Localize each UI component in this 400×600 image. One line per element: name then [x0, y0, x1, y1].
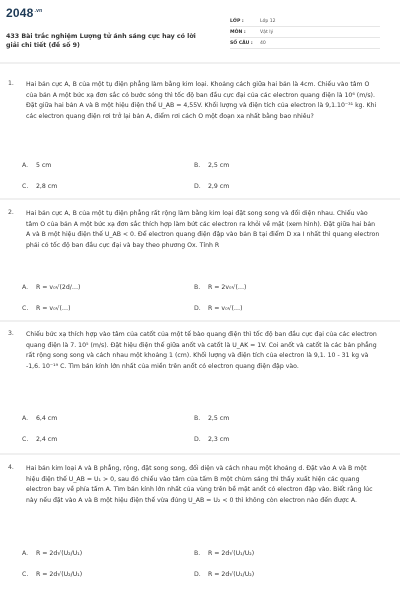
logo-text: 2048 [6, 6, 34, 20]
option-text: 2,4 cm [36, 436, 58, 443]
option-c[interactable] [22, 436, 162, 443]
option-c[interactable] [22, 305, 162, 312]
question-4-options [22, 550, 362, 580]
meta-key: LỚP : [230, 18, 244, 24]
option-text: 2,9 cm [208, 183, 230, 190]
question-number: 1. [8, 80, 14, 87]
question-2-options [22, 284, 362, 314]
option-b[interactable] [194, 284, 334, 291]
option-label: C. [22, 571, 29, 578]
option-text: R = 2d√(U₂/U₁) [36, 571, 83, 578]
option-a[interactable] [22, 550, 162, 557]
meta-key: SỐ CÂU : [230, 40, 253, 46]
option-label: C. [22, 183, 29, 190]
option-c[interactable] [22, 571, 162, 578]
meta-key: MÔN : [230, 29, 246, 35]
option-text: R = 2v₀√(…) [208, 284, 247, 291]
meta-row-count [230, 38, 380, 49]
option-b[interactable] [194, 550, 334, 557]
option-b[interactable] [194, 162, 334, 169]
option-text: R = 2d√(U₁/U₂) [208, 550, 255, 557]
document-title: 433 Bài trắc nghiệm Lượng tử ánh sáng cực hay có lời giải chi tiết (đề số 9) [6, 33, 196, 49]
option-label: C. [22, 436, 29, 443]
option-a[interactable] [22, 415, 162, 422]
option-text: R = 2d√(U₁/U₂) [208, 571, 255, 578]
option-a[interactable] [22, 284, 162, 291]
option-d[interactable] [194, 436, 334, 443]
document-header [6, 6, 394, 60]
site-logo[interactable] [6, 6, 42, 20]
option-label: D. [194, 436, 201, 443]
option-a[interactable] [22, 162, 162, 169]
question-stem: Hai bản cực A, B của một tụ điện phẳng làm bằng kim loại. Khoảng cách giữa hai bản là 4cm. Chiếu vào tâm O của bản A một bức xạ đơn sắc có bước sóng thì tốc độ ban đầu cực đại của các electron quang điện là 10⁶ (m/s). Đặt giữa hai bản A và B một hiệu điện thế U_AB = 4,55V. Khối lượng và điện tích của electron là 9,1.10⁻³¹ kg. Khi các electron quang điện rơi trở lại bản A, điểm rơi cách O một đoạn xa nhất bằng bao nhiêu? [26, 81, 377, 120]
question-divider [0, 320, 400, 322]
option-label: A. [22, 284, 29, 291]
option-label: A. [22, 162, 29, 169]
question-1 [8, 80, 380, 122]
document-meta [230, 16, 380, 49]
question-stem: Hai bản kim loại A và B phẳng, rộng, đặt song song, đối diện và cách nhau một khoảng d. Đặt vào A và B một hiệu điện thế U_AB = U₁ > 0, sau đó chiếu vào tâm của tấm B một chùm sáng thì thấy xuất hiện các quang electron bay về phía tấm A. Tìm bán kính lớn nhất của vùng trên bề mặt anốt có electron đập vào. Biết rằng lúc này nếu đặt vào A và B một hiệu điện thế vừa đúng U_AB = U₂ < 0 thì không còn electron nào đến được A. [26, 465, 373, 504]
option-label: A. [22, 550, 29, 557]
option-label: D. [194, 571, 201, 578]
option-text: 2,3 cm [208, 436, 230, 443]
option-text: 6,4 cm [36, 415, 58, 422]
question-divider [0, 198, 400, 200]
logo-suffix: .vn [34, 8, 43, 14]
option-text: R = v₀√(…) [36, 305, 71, 312]
question-number: 4. [8, 464, 14, 471]
option-label: D. [194, 305, 201, 312]
option-label: B. [194, 415, 201, 422]
option-label: C. [22, 305, 29, 312]
option-label: B. [194, 162, 201, 169]
option-label: D. [194, 183, 201, 190]
question-1-options [22, 162, 362, 192]
question-stem: Chiếu bức xạ thích hợp vào tâm của catốt của một tế bào quang điện thì tốc độ ban đầu cực đại của các electron quang điện là 7. 10⁵ (m/s). Đặt hiệu điện thế giữa anốt và catốt là U_AK = 1V. Coi anốt và catốt là các bản phẳng rất rộng song song và cách nhau một khoảng 1 (cm). Khối lượng và điện tích của electron là 9,1. 10 - 31 kg và -1,6. 10⁻¹⁹ C. Tìm bán kính lớn nhất của miền trên anốt có electron quang điện đập vào. [26, 331, 377, 370]
meta-row-subject [230, 27, 380, 38]
option-text: 2,5 cm [208, 415, 230, 422]
meta-row-class [230, 16, 380, 27]
question-3 [8, 330, 380, 372]
meta-value: Lớp 12 [260, 18, 276, 24]
question-stem: Hai bản cực A, B của một tụ điện phẳng rất rộng làm bằng kim loại đặt song song và đối diện nhau. Chiếu vào tâm O của bản A một bức xạ đơn sắc thích hợp làm bứt các electron ra khỏi về mặt (xem hình). Đặt giữa hai bản A và B một hiệu điện thế U_AB < 0. Để electron quang điện đập vào bản B tại điểm D xa I nhất thì quang electron phải có tốc độ ban đầu cực đại và bay theo phương Ox. Tính R [26, 210, 380, 249]
option-b[interactable] [194, 415, 334, 422]
option-label: B. [194, 550, 201, 557]
meta-value: Vật lý [260, 29, 274, 35]
option-d[interactable] [194, 571, 334, 578]
option-d[interactable] [194, 305, 334, 312]
meta-value: 40 [260, 40, 266, 46]
question-divider [0, 453, 400, 455]
question-number: 2. [8, 209, 14, 216]
question-4 [8, 464, 380, 506]
option-text: R = v₀√(…) [208, 305, 243, 312]
option-text: R = 2d√(U₂/U₁) [36, 550, 83, 557]
option-c[interactable] [22, 183, 162, 190]
question-2 [8, 209, 380, 251]
header-divider [0, 62, 400, 64]
option-text: 2,8 cm [36, 183, 58, 190]
option-d[interactable] [194, 183, 334, 190]
option-text: R = v₀√(2d/…) [36, 284, 81, 291]
option-label: A. [22, 415, 29, 422]
question-number: 3. [8, 330, 14, 337]
option-text: 5 cm [36, 162, 52, 169]
option-label: B. [194, 284, 201, 291]
option-text: 2,5 cm [208, 162, 230, 169]
question-3-options [22, 415, 362, 445]
